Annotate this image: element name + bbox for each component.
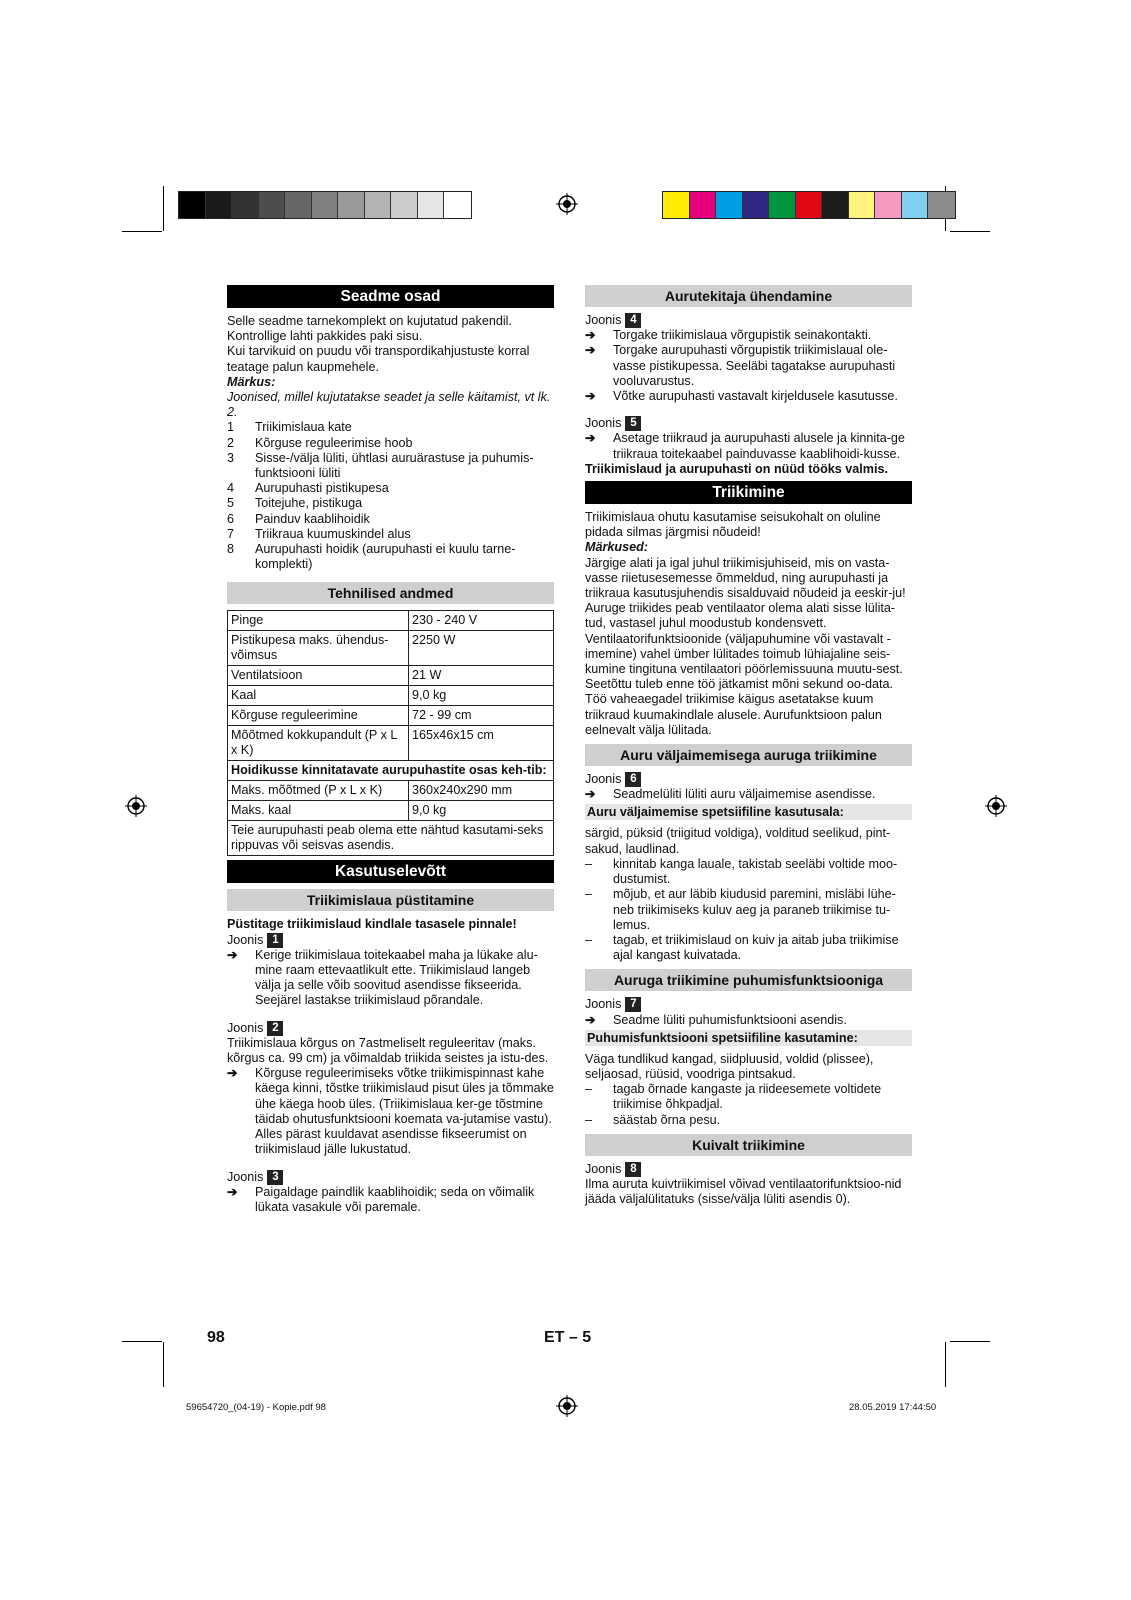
color-swatch bbox=[232, 192, 259, 218]
subheading: Auru väljaimemise spetsiifiline kasutusala: bbox=[585, 804, 912, 820]
intro-text: Selle seadme tarnekomplekt on kujutatud pakendil. Kontrollige lahti pakkides paki sisu. bbox=[227, 314, 512, 344]
figure-ref: Joonis 6 bbox=[585, 772, 912, 787]
parts-list-item: 5 Toitejuhe, pistikuga bbox=[227, 496, 363, 511]
instruction-step: ➔ Paigaldage paindlik kaablihoidik; seda on võimalik lükata vasakule või paremale. bbox=[227, 1184, 535, 1214]
color-swatch bbox=[391, 192, 418, 218]
body-text: Triikimislaua kõrgus on 7astmeliselt reguleeritav (maks. kõrgus ca. 99 cm) ja võimaldab triikida seistes ja istu-des. bbox=[227, 1035, 549, 1066]
color-swatch bbox=[365, 192, 392, 218]
color-swatch bbox=[206, 192, 233, 218]
parts-list-item: 2 Kõrguse reguleerimise hoob bbox=[227, 435, 413, 450]
list-item: – säästab õrna pesu. bbox=[585, 1112, 721, 1127]
color-swatch bbox=[822, 192, 849, 218]
instruction-step: ➔ Seadmelüliti lüliti auru väljaimemise asendisse. bbox=[585, 787, 876, 802]
left-column bbox=[227, 285, 554, 1215]
color-swatch bbox=[179, 192, 206, 218]
note-text: Joonised, millel kujutatakse seadet ja selle käitamist, vt lk. 2. bbox=[227, 390, 551, 420]
section-title-tech: Tehnilised andmed bbox=[227, 582, 554, 604]
color-swatch bbox=[312, 192, 339, 218]
gray-calibration-bar bbox=[178, 191, 472, 219]
color-swatch bbox=[663, 192, 690, 218]
parts-list-item: 6 Painduv kaablihoidik bbox=[227, 511, 370, 526]
figure-ref: Joonis 7 bbox=[585, 997, 912, 1012]
table-row: Ventilatsioon 21 W bbox=[228, 666, 554, 686]
figure-ref: Joonis 8 bbox=[585, 1162, 912, 1177]
instruction-step: ➔ Kõrguse reguleerimiseks võtke triikimispinnast kahe käega kinni, tõstke triikimislaud pisut üles ja tõmmake ühe käega hoob üles. (Triikimislaua ker-ge tõstmine täidab ohutusfunktsiooni koemata va-jutamise vastu). bbox=[227, 1066, 554, 1126]
body-text: Ilma auruta kuivtriikimisel võivad ventilaatorifunktsioo-nid jääda väljalülitatuks (sisse/välja lüliti asendis 0). bbox=[585, 1176, 902, 1207]
table-row: Kõrguse reguleerimine 72 - 99 cm bbox=[228, 706, 554, 726]
crop-mark bbox=[950, 231, 990, 232]
page-code: ET – 5 bbox=[544, 1329, 592, 1346]
section-title-setup: Kasutuselevõtt bbox=[227, 860, 554, 883]
registration-mark-icon bbox=[556, 1395, 578, 1417]
page-number: 98 bbox=[207, 1329, 225, 1346]
list-item: – tagab, et triikimislaud on kuiv ja aitab juba triikimise ajal kangast kuivatada. bbox=[585, 932, 899, 963]
table-row: Pinge 230 - 240 V bbox=[228, 611, 554, 631]
list-item: – kinnitab kanga lauale, takistab seeläbi voltide moo-dustumist. bbox=[585, 856, 898, 887]
color-swatch bbox=[769, 192, 796, 218]
table-row: Maks. kaal 9,0 kg bbox=[228, 801, 554, 821]
section-title-suction: Auru väljaimemisega auruga triikimine bbox=[585, 744, 912, 766]
crop-mark bbox=[122, 1341, 162, 1342]
color-swatch bbox=[418, 192, 445, 218]
figure-ref: Joonis 4 bbox=[585, 313, 912, 328]
body-text: Alles pärast kuuldavat asendisse fikseerumist on triikimislaud jälle lukustatud. bbox=[255, 1127, 527, 1157]
section-title-parts: Seadme osad bbox=[227, 285, 554, 308]
parts-list bbox=[227, 420, 554, 572]
body-text: Väga tundlikud kangad, siidpluusid, voldid (plissee), seljaosad, rüüsid, voodriga pintsakud. bbox=[585, 1051, 874, 1081]
file-name: 59654720_(04-19) - Kopie.pdf 98 bbox=[186, 1402, 326, 1413]
instruction-step: ➔ Seadme lüliti puhumisfunktsiooni asendis. bbox=[585, 1012, 847, 1027]
table-row: Maks. mõõtmed (P x L x K) 360x240x290 mm bbox=[228, 781, 554, 801]
body-text: särgid, püksid (triigitud voldiga), volditud seelikud, pint-sakud, laudlinad. bbox=[585, 826, 891, 856]
right-column bbox=[585, 285, 912, 1207]
instruction-step: ➔ Asetage triikraud ja aurupuhasti alusele ja kinnita-ge triikraua toitekaabel painduvasse kaablihoidi-kusse. bbox=[585, 431, 905, 461]
crop-mark bbox=[163, 1342, 164, 1387]
parts-list-item: 8 Aurupuhasti hoidik (aurupuhasti ei kuulu tarne-komplekti) bbox=[227, 542, 516, 572]
bold-instruction: Püstitage triikimislaud kindlale tasasele pinnale! bbox=[227, 917, 517, 932]
section-title-blow: Auruga triikimine puhumisfunktsiooniga bbox=[585, 969, 912, 991]
table-row: Hoidikusse kinnitatavate aurupuhastite osas keh-tib: bbox=[228, 761, 554, 781]
body-text: Triikimislaua ohutu kasutamise seisukohalt on oluline pidada silmas järgmisi nõudeid! bbox=[585, 510, 881, 540]
body-text: Auruge triikides peab ventilaator olema alati sisse lülita-tud, vastasel juhul moodustub kondensvett. bbox=[585, 601, 896, 631]
parts-list-item: 3 Sisse-/välja lüliti, ühtlasi auruärastuse ja puhumis-funktsiooni lüliti bbox=[227, 450, 534, 481]
section-title-dry: Kuivalt triikimine bbox=[585, 1134, 912, 1156]
color-swatch bbox=[444, 192, 471, 218]
table-row: Teie aurupuhasti peab olema ette nähtud kasutami-seks rippuvas või seisvas asendis. bbox=[228, 821, 554, 856]
figure-ref: Joonis 5 bbox=[585, 416, 912, 431]
subheading: Puhumisfunktsiooni spetsiifiline kasutamine: bbox=[585, 1030, 912, 1046]
color-swatch bbox=[928, 192, 955, 218]
table-row: Mõõtmed kokkupandult (P x L x K) 165x46x15 cm bbox=[228, 726, 554, 761]
instruction-step: ➔ Torgake triikimislaua võrgupistik seinakontakti. bbox=[585, 328, 872, 343]
section-title-ironing: Triikimine bbox=[585, 481, 912, 504]
color-swatch bbox=[743, 192, 770, 218]
crop-mark bbox=[163, 186, 164, 231]
color-swatch bbox=[875, 192, 902, 218]
parts-list-item: 4 Aurupuhasti pistikupesa bbox=[227, 481, 389, 496]
note-label: Märkus: bbox=[227, 374, 276, 389]
section-title-connect: Aurutekitaja ühendamine bbox=[585, 285, 912, 307]
subsection-title-board: Triikimislaua püstitamine bbox=[227, 889, 554, 911]
tech-table bbox=[227, 610, 554, 856]
instruction-step: ➔ Kerige triikimislaua toitekaabel maha ja lükake alu-mine raam ettevaatlikult ette. Triikimislaud langeb välja ja selle võib soovitud asendisse fikseerida. Seejärel lastakse triikimislaud põrandale. bbox=[227, 947, 538, 1008]
registration-mark-icon bbox=[556, 193, 578, 215]
crop-mark bbox=[945, 1342, 946, 1387]
color-swatch bbox=[716, 192, 743, 218]
instruction-step: ➔ Võtke aurupuhasti vastavalt kirjeldusele kasutusse. bbox=[585, 389, 898, 404]
intro-text: Kui tarvikuid on puudu või transpordikahjustuste korral teatage palun kaupmehele. bbox=[227, 344, 530, 374]
registration-mark-icon bbox=[985, 795, 1007, 817]
body-text: Töö vaheaegadel triikimise käigus asetatakse kuum triikraud kuumakindlale alusele. Aurufunktsioon palun eelnevalt välja lülitada. bbox=[585, 692, 882, 737]
color-swatch bbox=[690, 192, 717, 218]
list-item: – mõjub, et aur läbib kiudusid paremini, misläbi lühe-neb triikimiseks kuluv aeg ja paraneb triikimise tu-lemus. bbox=[585, 887, 896, 932]
ready-text: Triikimislaud ja aurupuhasti on nüüd tööks valmis. bbox=[585, 461, 889, 476]
figure-ref: Joonis 3 bbox=[227, 1170, 554, 1185]
parts-list-item: 7 Triikraua kuumuskindel alus bbox=[227, 526, 411, 541]
parts-list-item: 1 Triikimislaua kate bbox=[227, 420, 352, 435]
list-item: – tagab õrnade kangaste ja riideesemete voltidete triikimise õhkpadjal. bbox=[585, 1082, 882, 1112]
crop-mark bbox=[950, 1341, 990, 1342]
color-swatch bbox=[338, 192, 365, 218]
body-text: Järgige alati ja igal juhul triikimisjuhiseid, mis on vasta-vasse riietusesemesse õmmeldud, ning aurupuhasti ja triikraua kasutusjuhendis sisalduvaid nõudeid ja eeskir-ju! bbox=[585, 555, 906, 601]
notes-label: Märkused: bbox=[585, 540, 648, 555]
color-swatch bbox=[849, 192, 876, 218]
instruction-step: ➔ Torgake aurupuhasti võrgupistik triikimislaual ole-vasse pistikupessa. Seeläbi tagatakse aurupuhasti vooluvarustus. bbox=[585, 343, 896, 388]
figure-ref: Joonis 2 bbox=[227, 1021, 554, 1036]
body-text: Ventilaatorifunktsioonide (väljapuhumine või vastavalt -imemine) vahel ümber lülitades toimub lühiajaline seis-kumine tingituna ventilaatori pöörlemissuuna muutu-sest. Seetõttu tuleb enne töö jätkamist mõni sekund oo-data. bbox=[585, 631, 903, 692]
color-swatch bbox=[796, 192, 823, 218]
color-swatch bbox=[259, 192, 286, 218]
color-swatch bbox=[285, 192, 312, 218]
color-calibration-bar bbox=[662, 191, 956, 219]
registration-mark-icon bbox=[125, 795, 147, 817]
table-row: Pistikupesa maks. ühendus-võimsus 2250 W bbox=[228, 631, 554, 666]
crop-mark bbox=[122, 231, 162, 232]
table-row: Kaal 9,0 kg bbox=[228, 686, 554, 706]
print-datetime: 28.05.2019 17:44:50 bbox=[849, 1402, 937, 1413]
figure-ref: Joonis 1 bbox=[227, 933, 554, 948]
color-swatch bbox=[902, 192, 929, 218]
